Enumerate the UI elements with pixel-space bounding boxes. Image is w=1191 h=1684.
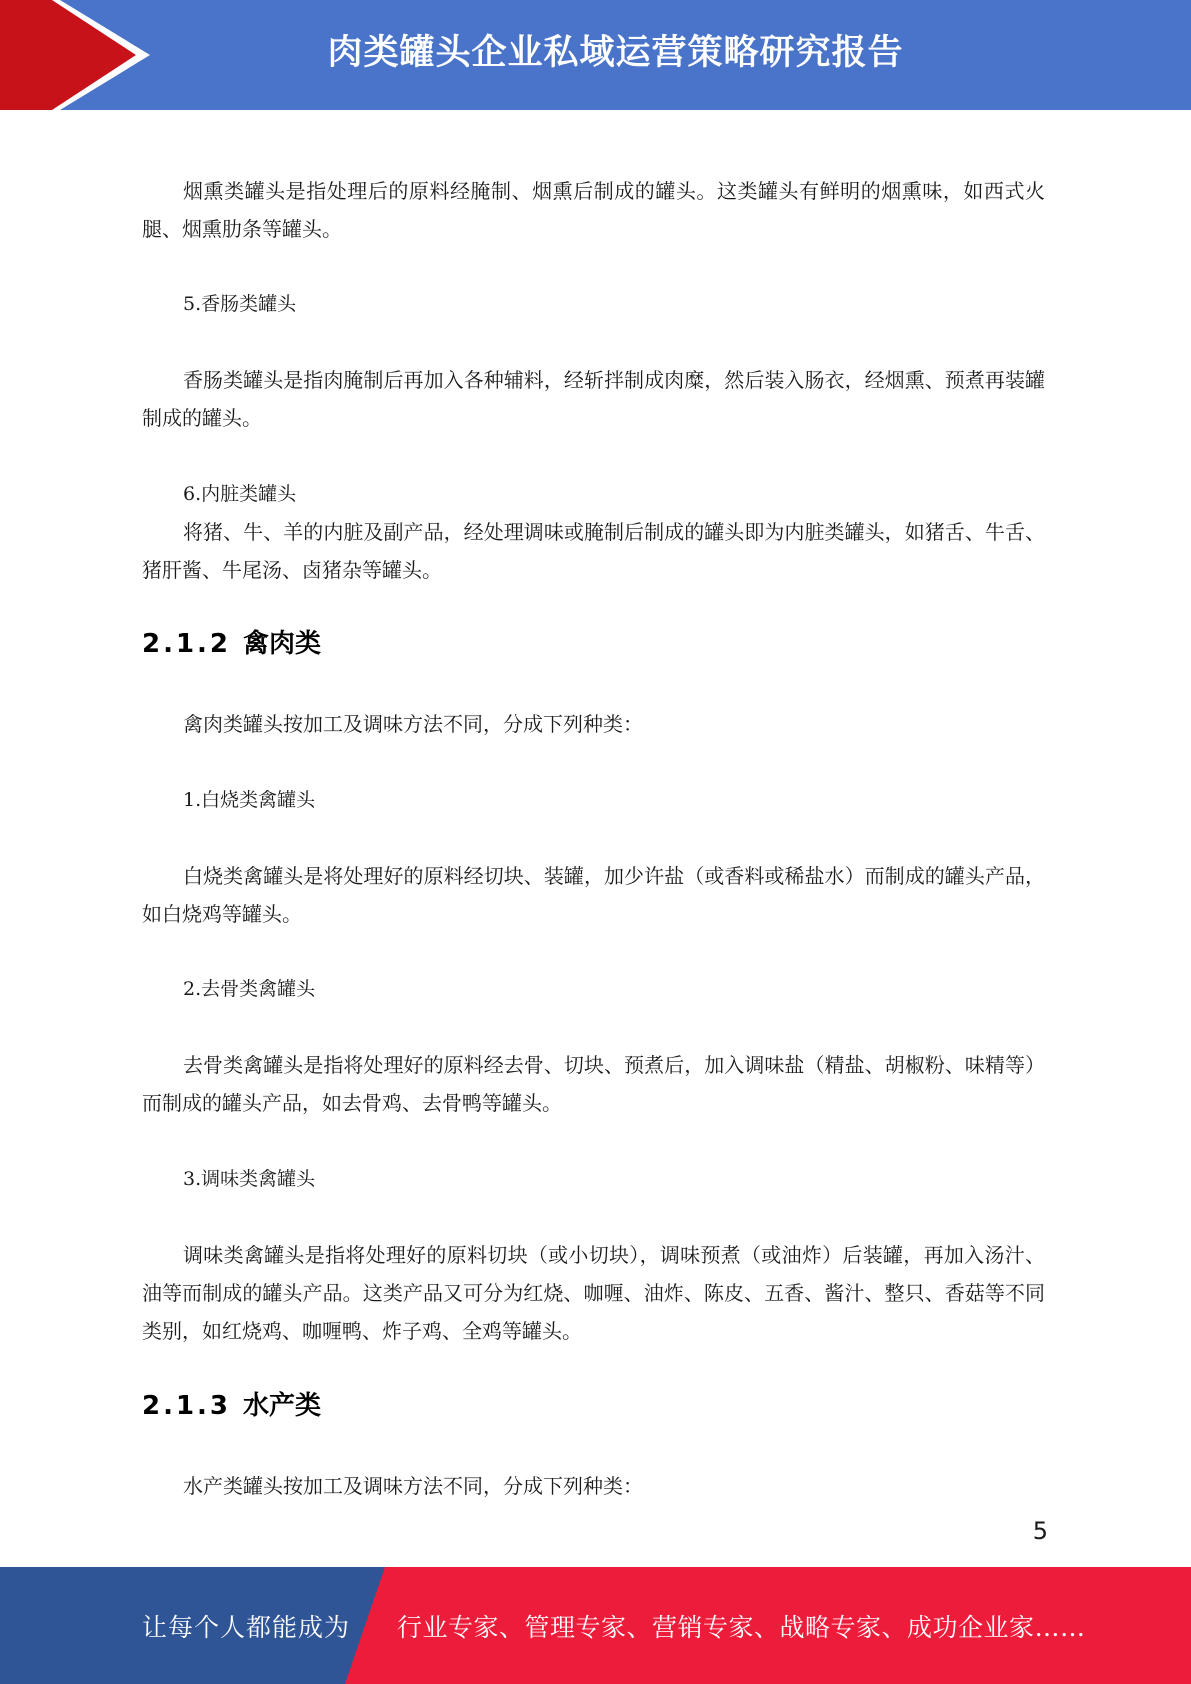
- chevron-arrow-icon: [0, 0, 160, 110]
- section-heading-2-1-2: [142, 624, 321, 664]
- paragraph-aquatic-intro: 水产类罐头按加工及调味方法不同，分成下列种类：: [183, 1474, 643, 1498]
- paragraph-smoked-cans: 烟熏类罐头是指处理后的原料经腌制、烟熏后制成的罐头。这类罐头有鲜明的烟熏味，如西式火腿、烟熏肋条等罐头。: [142, 179, 1045, 241]
- page-number: 5: [1032, 1517, 1048, 1545]
- report-title: 肉类罐头企业私域运营策略研究报告: [327, 33, 904, 73]
- page-header: [0, 0, 1191, 110]
- footer-slogan-right: 行业专家、管理专家、营销专家、战略专家、成功企业家……: [397, 1613, 1086, 1642]
- section-number: 2.1.3: [142, 1391, 232, 1421]
- section-title: 水产类: [243, 1391, 322, 1421]
- list-item-sausage-cans: 5.香肠类罐头: [183, 293, 297, 315]
- page-footer: [0, 1567, 1191, 1684]
- list-item-seasoned-poultry: 3.调味类禽罐头: [183, 1168, 316, 1190]
- paragraph-white-cooked-poultry: 白烧类禽罐头是将处理好的原料经切块、装罐，加少许盐（或香料或稀盐水）而制成的罐头产品，如白烧鸡等罐头。: [142, 864, 1045, 926]
- paragraph-offal-cans: 将猪、牛、羊的内脏及副产品，经处理调味或腌制后制成的罐头即为内脏类罐头，如猪舌、牛舌、猪肝酱、牛尾汤、卤猪杂等罐头。: [142, 520, 1045, 582]
- paragraph-sausage-cans: 香肠类罐头是指肉腌制后再加入各种辅料，经斩拌制成肉糜，然后装入肠衣，经烟熏、预煮再装罐制成的罐头。: [142, 368, 1045, 430]
- section-number: 2.1.2: [142, 629, 232, 659]
- footer-slogan-left: 让每个人都能成为: [142, 1613, 351, 1642]
- paragraph-boneless-poultry: 去骨类禽罐头是指将处理好的原料经去骨、切块、预煮后，加入调味盐（精盐、胡椒粉、味精等）而制成的罐头产品，如去骨鸡、去骨鸭等罐头。: [142, 1053, 1045, 1115]
- list-item-white-cooked-poultry: 1.白烧类禽罐头: [183, 789, 316, 811]
- section-title: 禽肉类: [243, 629, 322, 659]
- list-item-boneless-poultry: 2.去骨类禽罐头: [183, 978, 316, 1000]
- paragraph-seasoned-poultry: 调味类禽罐头是指将处理好的原料切块（或小切块），调味预煮（或油炸）后装罐，再加入汤汁、油等而制成的罐头产品。这类产品又可分为红烧、咖喱、油炸、陈皮、五香、酱汁、整只、香菇等不同类别，如红烧鸡、咖喱鸭、炸子鸡、全鸡等罐头。: [142, 1243, 1045, 1343]
- list-item-offal-cans: 6.内脏类罐头: [183, 483, 297, 505]
- section-heading-2-1-3: [142, 1386, 321, 1426]
- paragraph-poultry-intro: 禽肉类罐头按加工及调味方法不同，分成下列种类：: [183, 712, 643, 736]
